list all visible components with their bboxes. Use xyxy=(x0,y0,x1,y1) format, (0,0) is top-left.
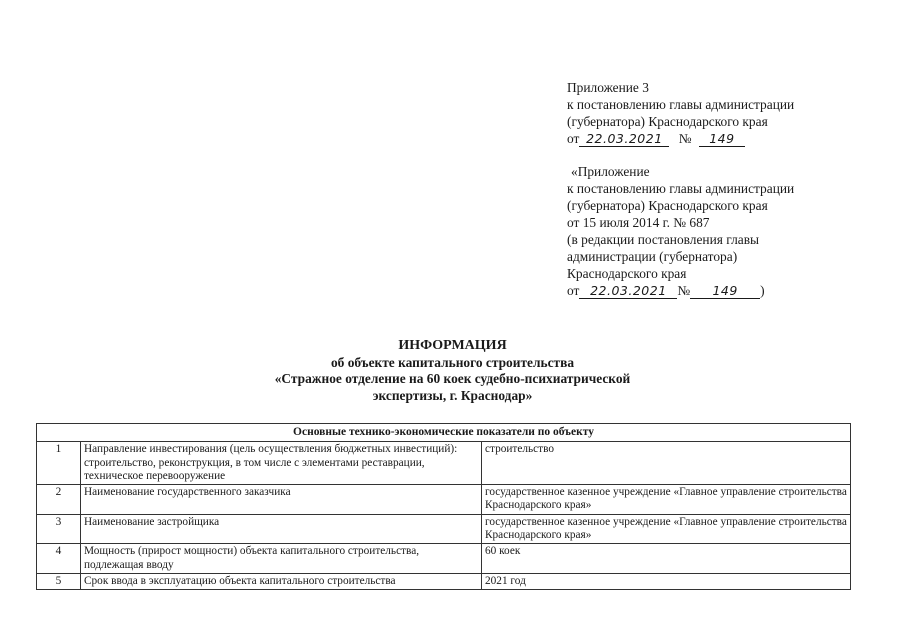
original-appendix-line: к постановлению главы администрации xyxy=(567,181,795,196)
handwritten-date: 22.03.2021 xyxy=(579,284,677,299)
appendix-3-resolution-line: к постановлению главы администрации xyxy=(567,97,795,112)
original-appendix-header xyxy=(567,163,794,299)
original-appendix-date-line xyxy=(567,282,794,299)
appendix-3-date-line xyxy=(567,130,794,147)
table-header: Основные технико-экономические показатели по объекту xyxy=(37,424,851,442)
title-object-name: «Стражное отделение на 60 коек судебно-психиатрической xyxy=(274,371,631,386)
table-row xyxy=(37,442,851,485)
original-appendix-line: от 15 июля 2014 г. № 687 xyxy=(567,215,710,230)
row-number: 4 xyxy=(37,544,81,574)
row-value: государственное казенное учреждение «Главное управление строительства Краснодарского края» xyxy=(482,514,851,544)
table-row xyxy=(37,485,851,515)
table-row xyxy=(37,573,851,589)
document-title xyxy=(0,338,905,404)
title-subheading: об объекте капитального строительства xyxy=(330,354,575,370)
handwritten-number: 149 xyxy=(699,132,745,147)
original-appendix-line: администрации (губернатора) xyxy=(567,249,738,264)
row-number: 2 xyxy=(37,485,81,515)
row-value: государственное казенное учреждение «Главное управление строительства Краснодарского края» xyxy=(482,485,851,515)
row-number: 5 xyxy=(37,573,81,589)
appendix-3-governor-line: (губернатора) Краснодарского края xyxy=(567,114,768,129)
title-object-name-cont: экспертизы, г. Краснодар» xyxy=(372,387,533,403)
original-appendix-line: (в редакции постановления главы xyxy=(567,232,760,247)
closing-parenthesis: ) xyxy=(760,283,765,298)
row-number: 3 xyxy=(37,514,81,544)
original-appendix-line: Краснодарского края xyxy=(567,266,687,281)
row-name: Наименование государственного заказчика xyxy=(81,485,482,515)
number-sign: № xyxy=(678,131,692,146)
appendix-3-header xyxy=(567,79,794,147)
row-name: Направление инвестирования (цель осуществления бюджетных инвестиций): строительство, реконструкция, в том числе с элементами реставрации, техническое перевооружение xyxy=(81,442,482,485)
row-name: Срок ввода в эксплуатацию объекта капитального строительства xyxy=(81,573,482,589)
date-prefix: от xyxy=(567,283,580,298)
row-name: Мощность (прирост мощности) объекта капитального строительства, подлежащая вводу xyxy=(81,544,482,574)
date-prefix: от xyxy=(567,131,580,146)
row-value: строительство xyxy=(482,442,851,485)
handwritten-date: 22.03.2021 xyxy=(579,132,669,147)
row-name: Наименование застройщика xyxy=(81,514,482,544)
row-value: 2021 год xyxy=(482,573,851,589)
indicators-table xyxy=(36,423,851,590)
number-sign: № xyxy=(677,283,691,298)
title-heading: ИНФОРМАЦИЯ xyxy=(398,338,507,353)
row-number: 1 xyxy=(37,442,81,485)
original-appendix-line: (губернатора) Краснодарского края xyxy=(567,198,768,213)
original-appendix-label: «Приложение xyxy=(571,164,650,179)
table-row xyxy=(37,514,851,544)
table-header-row xyxy=(37,424,851,442)
handwritten-number: 149 xyxy=(690,284,760,299)
appendix-3-label: Приложение 3 xyxy=(567,80,649,95)
table-row xyxy=(37,544,851,574)
row-value: 60 коек xyxy=(482,544,851,574)
